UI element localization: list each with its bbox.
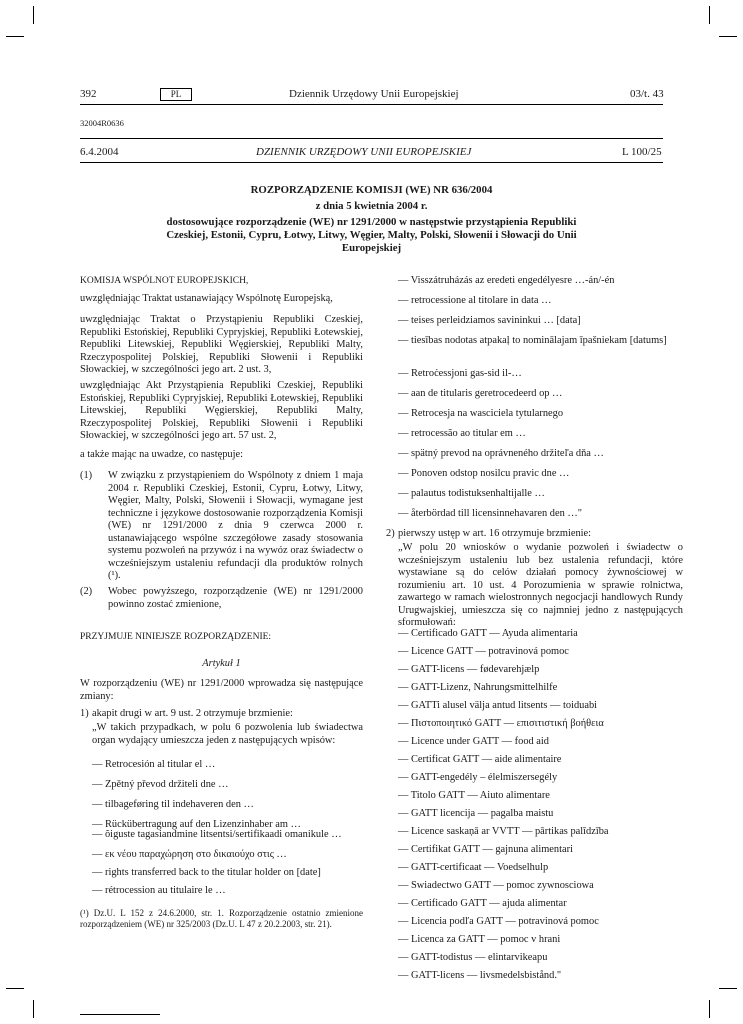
- list-item: — Retrocesión al titular el …: [92, 759, 216, 770]
- recital-1-text: W związku z przystąpieniem do Wspólnoty z dniem 1 maja 2004 r. Republiki Czeskiej, Estonii, Cypru, Łotwy, Litwy, Węgier, Malty, Polski, Słowenii i Słowacji, wymagane jest techniczne i językowe dostosowanie rozporządzenia Komisji (WE) nr 1291/2000 z dnia 9 czerwca 2000 r. ustanawiającego wspólne szczegółowe zasady stosowania systemu pozwoleń na przywóz i na wywóz oraz świadectw o wcześniejszym ustaleniu refundacji dla produktów rolnych (¹).: [108, 470, 363, 581]
- footnote: (¹) Dz.U. L 152 z 24.6.2000, str. 1. Rozporządzenie ostatnio zmienione rozporządzeniem (WE) nr 325/2003 (Dz.U. L 47 z 20.2.2003, str. 21).: [80, 908, 363, 929]
- list-item: — retrocessione al titolare in data …: [398, 295, 552, 306]
- subheader-bottom-rule: [80, 162, 663, 163]
- crop-mark-bottom-left-v: [33, 1000, 34, 1018]
- list-item: — retrocessão ao titular em …: [398, 428, 526, 439]
- recital-accession-act: uwzględniając Akt Przystąpienia Republiki Czeskiej, Republiki Estońskiej, Republiki Cypryjskiej, Republiki Łotewskiej, Republiki Litewskiej, Republiki Węgierskiej, Republiki Malty, Rzeczypospolitej Polskiej, Republiki Słowenii i Republiki Słowackiej, w szczególności jego art. 57 ust. 2,: [80, 380, 363, 441]
- list-item: — GATT-Lizenz, Nahrungsmittelhilfe: [398, 682, 558, 693]
- list-item: — GATT licencija — pagalba maistu: [398, 808, 554, 819]
- list-item: — GATT-engedély – élelmiszersegély: [398, 772, 558, 783]
- list-item: — Visszátruházás az eredeti engedélyesre …-án/-én: [398, 275, 615, 286]
- adopts-heading: PRZYJMUJE NINIEJSZE ROZPORZĄDZENIE:: [80, 632, 272, 642]
- recital-1-number: (1): [80, 470, 93, 481]
- list-item: — εκ νέου παραχώρηση στο δικαιούχο στις …: [92, 849, 287, 860]
- list-item: — Ponoven odstop nosilcu pravic dne …: [398, 468, 570, 479]
- footnote-rule: [80, 1014, 160, 1015]
- point-2-text: pierwszy ustęp w art. 16 otrzymuje brzmienie:: [398, 528, 592, 539]
- recital-2-number: (2): [80, 586, 93, 597]
- list-item: — spätný prevod na oprávneného držiteľa dňa …: [398, 448, 604, 459]
- point-1-quote: „W takich przypadkach, w polu 6 pozwolenia lub świadectwa organ wydający umieszcza jeden z następujących wpisów:: [92, 722, 363, 746]
- crop-mark-top-right-h: [719, 36, 737, 37]
- list-item: — rights transferred back to the titular holder on [date]: [92, 867, 321, 878]
- list-item: — Licence under GATT — food aid: [398, 736, 550, 747]
- regulation-date: z dnia 5 kwietnia 2004 r.: [315, 200, 428, 212]
- regulation-subject-line-1: dostosowujące rozporządzenie (WE) nr 1291/2000 w następstwie przystąpienia Republiki: [166, 216, 577, 228]
- list-item: — Certifikat GATT — gajnuna alimentari: [398, 844, 573, 855]
- list-item: — tiesības nodotas atpakaļ to nominālajam īpašniekam [datums]: [398, 335, 667, 346]
- list-item: — tilbageføring til indehaveren den …: [92, 799, 254, 810]
- list-item: — rétrocession au titulaire le …: [92, 885, 226, 896]
- list-item: — Πιστοποιητικό GATT — επισιτιστική βοήθεια: [398, 718, 604, 729]
- list-item: — Swiadectwo GATT — pomoc zywnosciowa: [398, 880, 594, 891]
- list-item: — GATT-licens — livsmedelsbistånd.": [398, 970, 562, 981]
- list-item: — GATT-licens — fødevarehjælp: [398, 664, 540, 675]
- list-item: — återbördad till licensinnehavaren den …": [398, 508, 582, 519]
- regulation-subject-line-2: Czeskiej, Estonii, Cypru, Łotwy, Litwy, Węgier, Malty, Polski, Słowenii i Słowacji do Unii: [166, 229, 577, 241]
- header-rule: [80, 104, 663, 105]
- publication-date: 6.4.2004: [80, 146, 119, 158]
- list-item: — GATT-todistus — elintarvikeapu: [398, 952, 548, 963]
- list-item: — palautus todistuksenhaltijalle …: [398, 488, 545, 499]
- language-badge: PL: [160, 88, 192, 101]
- list-item: — Retrocesja na wasciciela tytularnego: [398, 408, 564, 419]
- list-item: — Licence GATT — potravinová pomoc: [398, 646, 569, 657]
- subheader-top-rule: [80, 138, 663, 139]
- crop-mark-bottom-right-v: [709, 1000, 710, 1018]
- recital-treaty-ec: uwzględniając Traktat ustanawiający Wspólnotę Europejską,: [80, 293, 333, 304]
- journal-title-caps: DZIENNIK URZĘDOWY UNII EUROPEJSKIEJ: [256, 146, 472, 158]
- list-item: — Retroċessjoni gas-sid il-…: [398, 368, 522, 379]
- crop-mark-bottom-right-h: [719, 988, 737, 989]
- list-item: — Zpětný převod držiteli dne …: [92, 779, 229, 790]
- whereas-intro: a także mając na uwadze, co następuje:: [80, 449, 243, 460]
- list-item: — Certificado GATT — ajuda alimentar: [398, 898, 567, 909]
- page-number: 392: [80, 88, 97, 100]
- crop-mark-top-right-v: [709, 6, 710, 24]
- list-item: — Licencia podľa GATT — potravinová pomoc: [398, 916, 599, 927]
- point-2-quote: „W polu 20 wniosków o wydanie pozwoleń i świadectw o wcześniejszym ustaleniu lub bez ustalenia refundacji, które wystawiane są do celów działań pomocy żywnościowej w rozumieniu art. 10 ust. 4 Porozumienia w sprawie rolnictwa, zawartego w ramach wielostronnych negocjacji handlowych Rundy Urugwajskiej, umieszcza się co najmniej jedno z następujących sformułowań:: [398, 542, 683, 628]
- article-heading: Artykuł 1: [202, 658, 241, 669]
- list-item: — teises perleidziamos savininkui … [data]: [398, 315, 581, 326]
- commission-heading: KOMISJA WSPÓLNOT EUROPEJSKICH,: [80, 276, 249, 286]
- point-1-text: akapit drugi w art. 9 ust. 2 otrzymuje brzmienie:: [92, 708, 293, 719]
- list-item: — Rückübertragung auf den Lizenzinhaber am …: [92, 819, 301, 830]
- recital-accession-treaty: uwzględniając Traktat o Przystąpieniu Republiki Czeskiej, Republiki Estońskiej, Republiki Cypryjskiej, Republiki Łotewskiej, Republiki Litewskiej, Republiki Węgierskiej, Republiki Malty, Rzeczypospolitej Polskiej, Republiki Słowenii i Republiki Słowackiej, w szczególności jego art. 2 ust. 3,: [80, 314, 363, 375]
- list-item: — õiguste tagasiandmine litsentsi/sertifikaadi omanikule …: [92, 829, 342, 840]
- list-item: — Licenca za GATT — pomoc v hrani: [398, 934, 561, 945]
- recital-2-text: Wobec powyższego, rozporządzenie (WE) nr 1291/2000 powinno zostać zmienione,: [108, 586, 363, 610]
- crop-mark-top-left-v: [33, 6, 34, 24]
- regulation-title: ROZPORZĄDZENIE KOMISJI (WE) NR 636/2004: [250, 184, 493, 196]
- document-reference: 32004R0636: [80, 118, 124, 128]
- crop-mark-top-left-h: [6, 36, 24, 37]
- official-journal-reference: L 100/25: [622, 146, 662, 158]
- list-item: — Titolo GATT — Aiuto alimentare: [398, 790, 550, 801]
- regulation-subject-line-3: Europejskiej: [341, 242, 402, 254]
- journal-title: Dziennik Urzędowy Unii Europejskiej: [289, 88, 459, 100]
- list-item: — GATTi alusel välja antud litsents — toiduabi: [398, 700, 598, 711]
- list-item: — Certificat GATT — aide alimentaire: [398, 754, 562, 765]
- list-item: — GATT-certificaat — Voedselhulp: [398, 862, 549, 873]
- point-1-number: 1): [80, 708, 89, 719]
- list-item: — Certificado GATT — Ayuda alimentaria: [398, 628, 578, 639]
- point-2-number: 2): [386, 528, 395, 539]
- list-item: — Licence saskaņā ar VVTT — pārtikas palīdzība: [398, 826, 609, 837]
- article-intro: W rozporządzeniu (WE) nr 1291/2000 wprowadza się następujące zmiany:: [80, 678, 363, 702]
- crop-mark-bottom-left-h: [6, 988, 24, 989]
- list-item: — aan de titularis geretrocedeerd op …: [398, 388, 563, 399]
- volume-number: 03/t. 43: [630, 88, 664, 100]
